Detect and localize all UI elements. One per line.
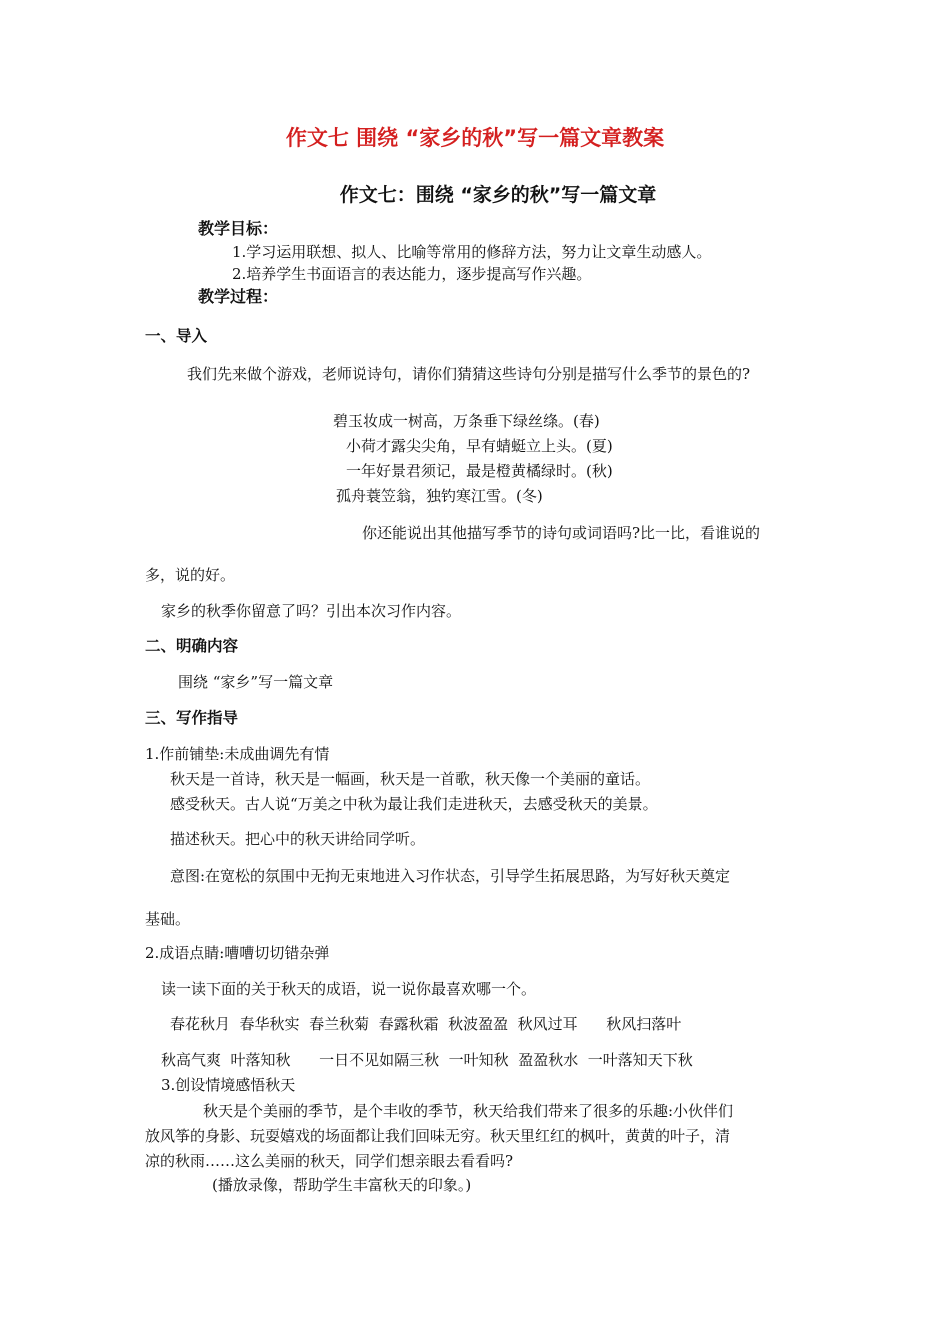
intro-paragraph: 我们先来做个游戏，老师说诗句，请你们猜猜这些诗句分别是描写什么季节的景色的? [187, 365, 751, 383]
objectives-heading: 教学目标： [198, 219, 279, 238]
scenario-line: 凉的秋雨……这么美丽的秋天，同学们想亲眼去看看吗? [145, 1152, 514, 1170]
intent-paragraph-cont: 基础。 [145, 910, 191, 928]
poem-line: 碧玉妆成一树高，万条垂下绿丝绦。(春) [333, 412, 600, 430]
section-heading-intro: 一、导入 [145, 327, 208, 345]
idioms-intro: 读一读下面的关于秋天的成语，说一说你最喜欢哪一个。 [161, 980, 537, 998]
scenario-line: 秋天是个美丽的季节，是个丰收的季节，秋天给我们带来了很多的乐趣:小伙伴们 [203, 1102, 734, 1120]
question-paragraph: 你还能说出其他描写季节的诗句或词语吗?比一比，看谁说的 [362, 524, 761, 542]
poem-line: 一年好景君须记，最是橙黄橘绿时。(秋) [346, 462, 613, 480]
guidance-subheading: 3.创设情境感悟秋天 [161, 1076, 296, 1094]
poem-line: 孤舟蓑笠翁，独钓寒江雪。(冬) [336, 487, 543, 505]
intent-paragraph: 意图:在宽松的氛围中无拘无束地进入习作状态，引导学生拓展思路，为写好秋天奠定 [170, 867, 731, 885]
guidance-line: 描述秋天。把心中的秋天讲给同学听。 [170, 830, 426, 848]
guidance-subheading: 1.作前铺垫:未成曲调先有情 [145, 745, 330, 763]
idioms-row: 秋高气爽 叶落知秋 一日不见如隔三秋 一叶知秋 盈盈秋水 一叶落知天下秋 [161, 1051, 693, 1069]
lead-paragraph: 家乡的秋季你留意了吗？引出本次习作内容。 [161, 602, 462, 620]
guidance-subheading: 2.成语点睛:嘈嘈切切错杂弹 [145, 944, 330, 962]
content-paragraph: 围绕 “家乡”写一篇文章 [178, 673, 334, 691]
guidance-line: 秋天是一首诗，秋天是一幅画，秋天是一首歌，秋天像一个美丽的童话。 [170, 770, 651, 788]
guidance-line: 感受秋天。古人说“万美之中秋为最让我们走进秋天，去感受秋天的美景。 [170, 795, 658, 813]
scenario-line: 放风筝的身影、玩耍嬉戏的场面都让我们回味无穷。秋天里红红的枫叶，黄黄的叶子，清 [145, 1127, 731, 1145]
process-heading: 教学过程： [198, 287, 279, 306]
question-paragraph-cont: 多，说的好。 [145, 566, 236, 584]
idioms-row: 春花秋月 春华秋实 春兰秋菊 春露秋霜 秋波盈盈 秋风过耳 秋风扫落叶 [170, 1015, 682, 1033]
essay-subtitle: 作文七：围绕 “家乡的秋”写一篇文章 [339, 184, 657, 206]
section-heading-content: 二、明确内容 [145, 637, 239, 655]
poem-line: 小荷才露尖尖角，早有蜻蜓立上头。(夏) [346, 437, 613, 455]
scenario-note: (播放录像，帮助学生丰富秋天的印象。) [212, 1176, 472, 1194]
objective-item: 1.学习运用联想、拟人、比喻等常用的修辞方法，努力让文章生动感人。 [232, 243, 712, 261]
document-title: 作文七 围绕 “家乡的秋”写一篇文章教案 [285, 126, 665, 150]
objective-item: 2.培养学生书面语言的表达能力，逐步提高写作兴趣。 [232, 265, 592, 283]
section-heading-guidance: 三、写作指导 [145, 709, 239, 727]
